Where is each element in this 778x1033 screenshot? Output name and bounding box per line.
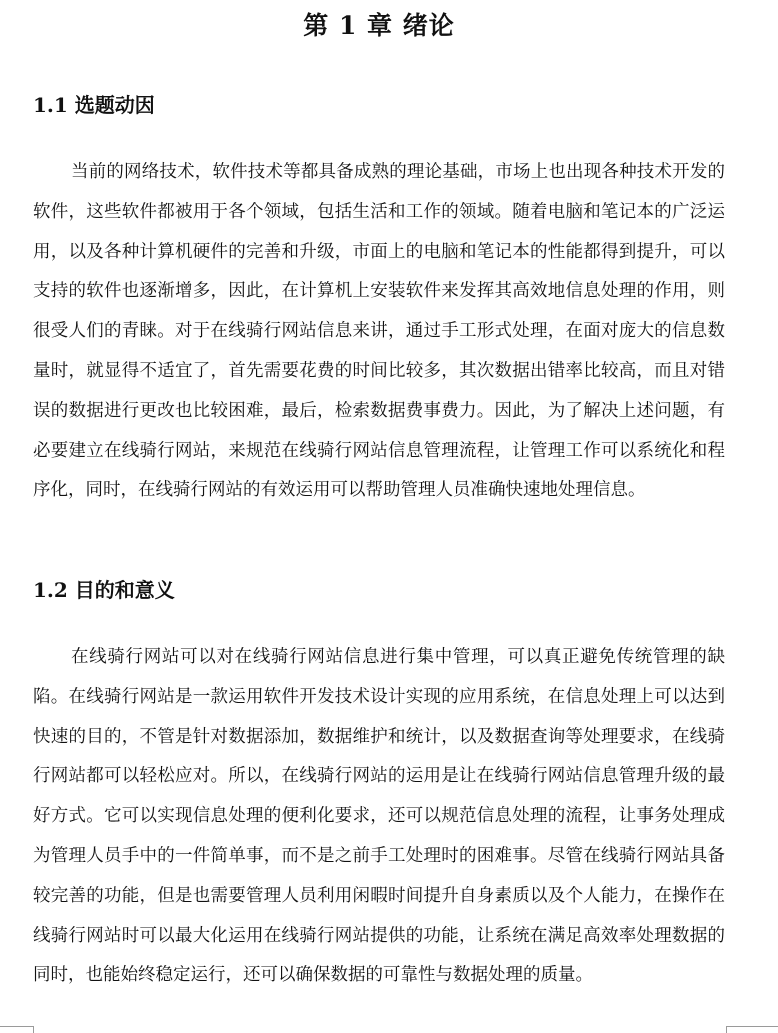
section-heading-selection-motivation: 1.1 选题动因 xyxy=(33,93,155,117)
page-corner-mark-right xyxy=(726,1026,778,1027)
section-heading-purpose-significance: 1.2 目的和意义 xyxy=(33,578,175,602)
chapter-title: 第 1 章 绪论 xyxy=(303,11,455,40)
page-corner-mark-left xyxy=(0,1026,34,1027)
section-paragraph-selection-motivation: 当前的网络技术，软件技术等都具备成熟的理论基础，市场上也出现各种技术开发的软件，这些软件都被用于各个领域，包括生活和工作的领域。随着电脑和笔记本的广泛运用，以及各种计算机硬件的完善和升级，市面上的电脑和笔记本的性能都得到提升，可以支持的软件也逐渐增多，因此，在计算机上安装软件来发挥其高效地信息处理的作用，则很受人们的青睐。对于在线骑行网站信息来讲，通过手工形式处理，在面对庞大的信息数量时，就显得不适宜了，首先需要花费的时间比较多，其次数据出错率比较高，而且对错误的数据进行更改也比较困难，最后，检索数据费事费力。因此，为了解决上述问题，有必要建立在线骑行网站，来规范在线骑行网站信息管理流程，让管理工作可以系统化和程序化，同时，在线骑行网站的有效运用可以帮助管理人员准确快速地处理信息。 xyxy=(33,162,725,501)
page-corner-mark-left-vertical xyxy=(33,1026,34,1033)
page-corner-mark-right-vertical xyxy=(726,1026,727,1033)
section-paragraph-purpose-significance: 在线骑行网站可以对在线骑行网站信息进行集中管理，可以真正避免传统管理的缺陷。在线骑行网站是一款运用软件开发技术设计实现的应用系统，在信息处理上可以达到快速的目的，不管是针对数据添加，数据维护和统计，以及数据查询等处理要求，在线骑行网站都可以轻松应对。所以，在线骑行网站的运用是让在线骑行网站信息管理升级的最好方式。它可以实现信息处理的便利化要求，还可以规范信息处理的流程，让事务处理成为管理人员手中的一件简单事，而不是之前手工处理时的困难事。尽管在线骑行网站具备较完善的功能，但是也需要管理人员利用闲暇时间提升自身素质以及个人能力，在操作在线骑行网站时可以最大化运用在线骑行网站提供的功能，让系统在满足高效率处理数据的同时，也能始终稳定运行，还可以确保数据的可靠性与数据处理的质量。 xyxy=(33,647,725,986)
